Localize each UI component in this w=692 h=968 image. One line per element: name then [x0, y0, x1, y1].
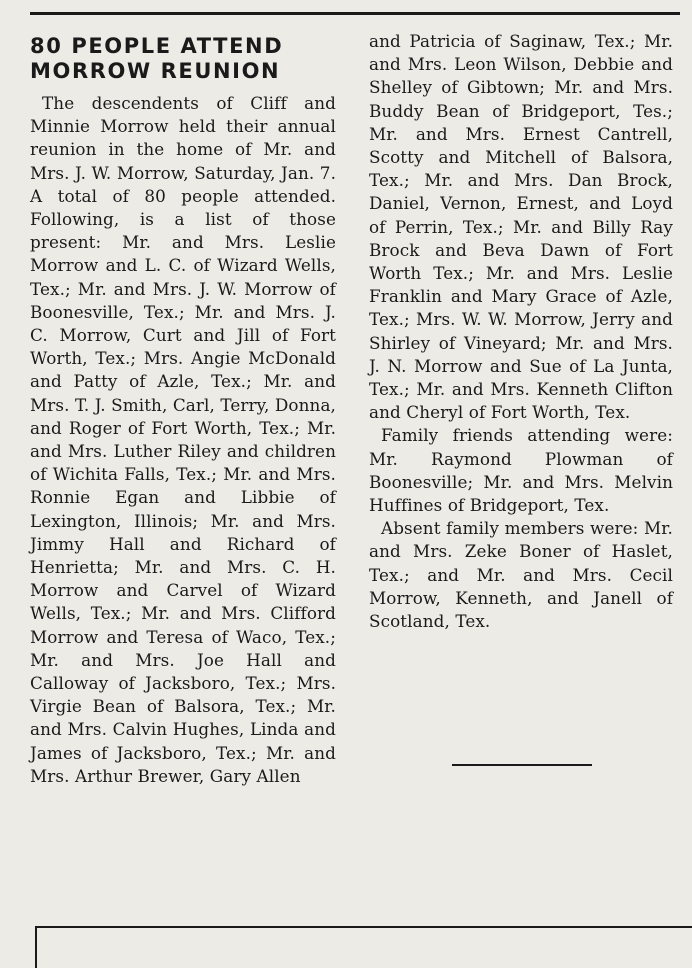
- headline-line-1: 80 PEOPLE ATTEND: [30, 34, 284, 58]
- left-column: [30, 28, 336, 788]
- article-body-continuation: and Patricia of Saginaw, Tex.; Mr. and Mrs. Leon Wilson, Debbie and Shelley of Gibtown; Mr. and Mrs. Buddy Bean of Bridgeport, Tes.; Mr. and Mrs. Ernest Cantrell, Scotty and Mitchell of Balsora, Tex.; Mr. and Mrs. Dan Brock, Daniel, Vernon, Ernest, and Loyd of Perrin, Tex.; Mr. and Billy Ray Brock and Beva Dawn of Fort Worth Tex.; Mr. and Mrs. Leslie Franklin and Mary Grace of Azle, Tex.; Mrs. W. W. Morrow, Jerry and Shirley of Vineyard; Mr. and Mrs. J. N. Morrow and Sue of La Junta, Tex.; Mr. and Mrs. Kenneth Clifton and Cheryl of Fort Worth, Tex.: [369, 31, 673, 423]
- article-body-paragraph-1: The descendents of Cliff and Minnie Morrow held their annual reunion in the home of Mr. and Mrs. J. W. Morrow, Saturday, Jan. 7. A total of 80 people attended. Following, is a list of those present: Mr. and Mrs. Leslie Morrow and L. C. of Wizard Wells, Tex.; Mr. and Mrs. J. W. Morrow of Boonesville, Tex.; Mr. and Mrs. J. C. Morrow, Curt and Jill of Fort Worth, Tex.; Mrs. Angie McDonald and Patty of Azle, Tex.; Mr. and Mrs. T. J. Smith, Carl, Terry, Donna, and Roger of Fort Worth, Tex.; Mr. and Mrs. Luther Riley and children of Wichita Falls, Tex.; Mr. and Mrs. Ronnie Egan and Libbie of Lexington, Illinois; Mr. and Mrs. Jimmy Hall and Richard of Henrietta; Mr. and Mrs. C. H. Morrow and Carvel of Wizard Wells, Tex.; Mr. and Mrs. Clifford Morrow and Teresa of Waco, Tex.; Mr. and Mrs. Joe Hall and Calloway of Jacksboro, Tex.; Mrs. Virgie Bean of Balsora, Tex.; Mr. and Mrs. Calvin Hughes, Linda and James of Jacksboro, Tex.; Mr. and Mrs. Arthur Brewer, Gary Allen: [30, 93, 336, 786]
- absent-members-paragraph: Absent family members were: Mr. and Mrs. Zeke Boner of Haslet, Tex.; and Mr. and Mrs. Cecil Morrow, Kenneth, and Janell of Scotland, Tex.: [369, 518, 673, 632]
- right-column: [369, 30, 673, 633]
- top-divider-rule: [30, 12, 680, 15]
- article-headline: [30, 34, 336, 84]
- next-article-border: [35, 926, 692, 968]
- article-end-rule: [452, 764, 592, 766]
- family-friends-paragraph: Family friends attending were: Mr. Raymond Plowman of Boonesville; Mr. and Mrs. Melvin Huffines of Bridgeport, Tex.: [369, 425, 673, 516]
- headline-line-2: MORROW REUNION: [30, 59, 281, 83]
